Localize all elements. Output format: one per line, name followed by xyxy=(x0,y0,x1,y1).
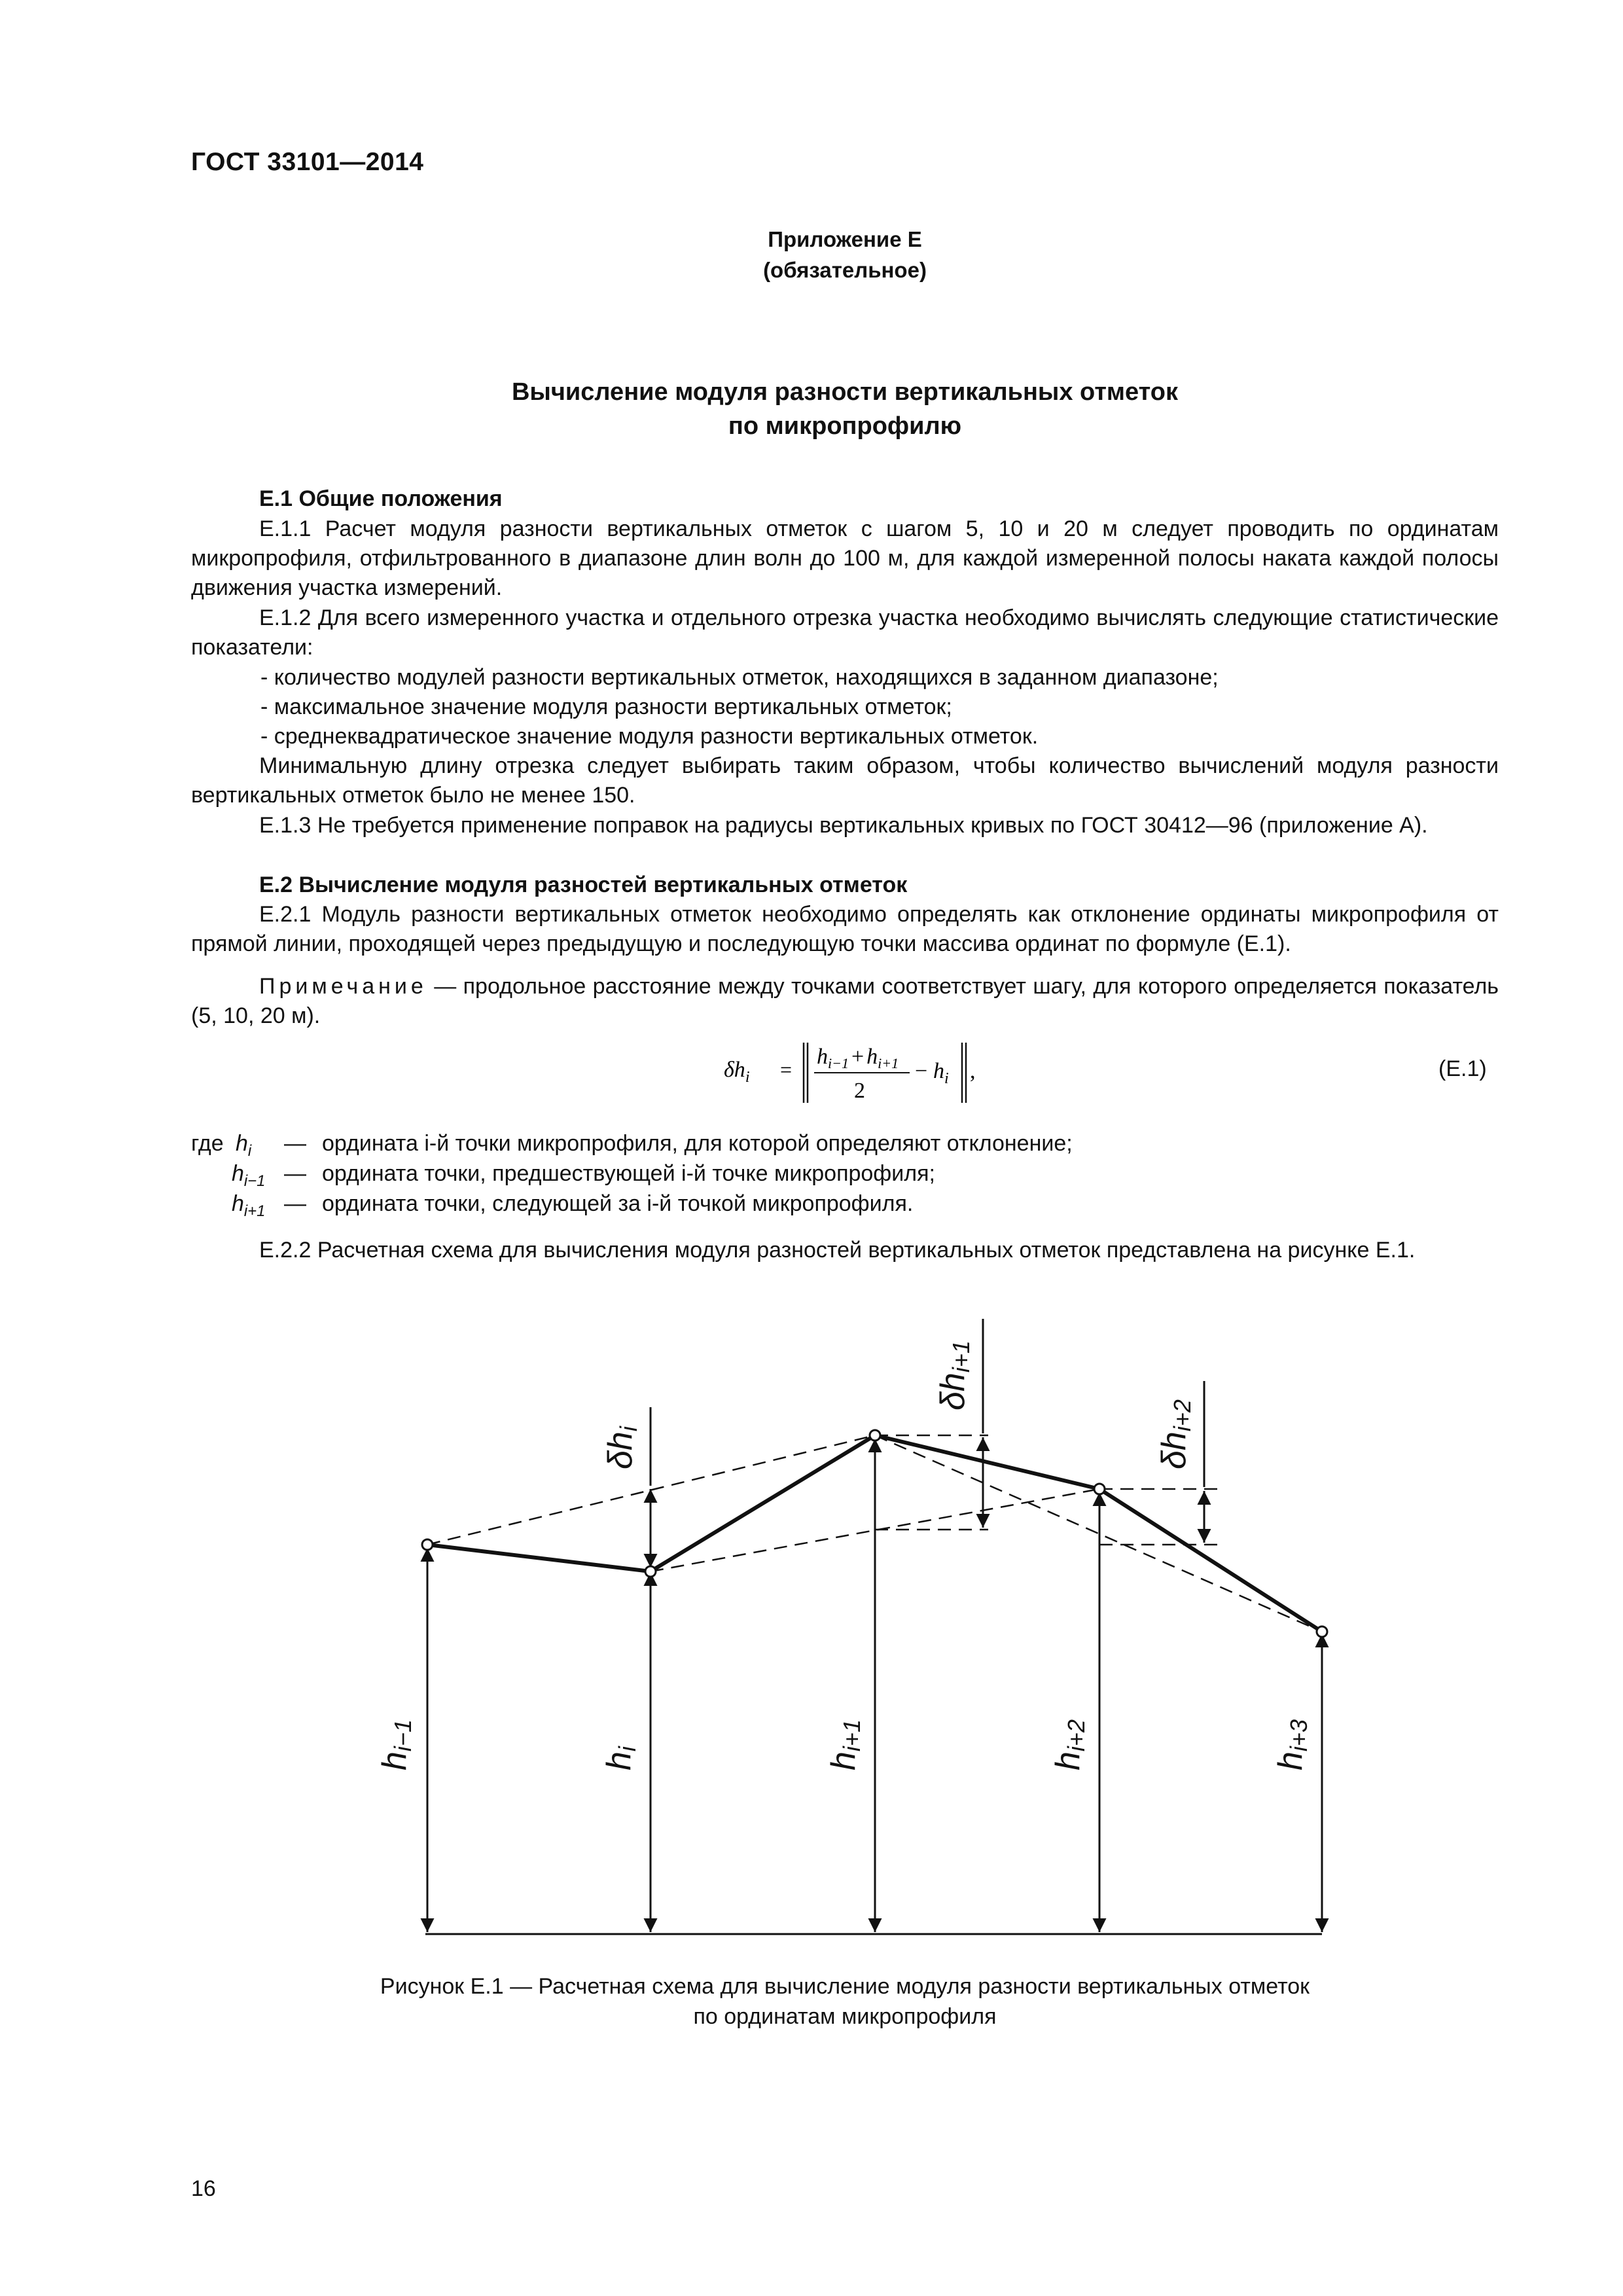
label-h-prev: hi−1 xyxy=(376,1719,416,1770)
label-h-next2: hi+2 xyxy=(1049,1719,1090,1770)
note-text: — продольное расстояние между точками соответствует шагу, для которого определяется показатель (5, 10, 20 м). xyxy=(191,974,1499,1028)
paragraph-e1-1: Е.1.1 Расчет модуля разности вертикальных отметок с шагом 5, 10 и 20 м следует проводить по ординатам микропрофиля, отфильтрованного в диапазоне длин волн до 100 м, для каждой измеренной полосы наката каждой полосы движения участка измерений. xyxy=(191,516,1499,600)
formula-numerator: $h_{i-1} + h_{i+1}$ xyxy=(817,1045,899,1071)
note-label: Примечание xyxy=(259,974,427,999)
appendix-status: (обязательное) xyxy=(763,258,927,282)
figure-caption-line2: по ординатам микропрофиля xyxy=(693,2004,997,2029)
definition-row: $h_{i-1}$ — ордината точки, предшествующей i-й точке микропрофиля; xyxy=(232,1161,935,1190)
paragraph-e1-3: Е.1.3 Не требуется применение поправок на радиусы вертикальных кривых по ГОСТ 30412—96 (приложение А). xyxy=(259,813,1428,838)
label-h-i: hi xyxy=(600,1746,641,1770)
formula-denominator: 2 xyxy=(854,1079,865,1103)
label-dh-i: δhi xyxy=(601,1426,642,1469)
definition-row: где $h_i$ — ордината i-й точки микропрофиля, для которой определяют отклонение; xyxy=(191,1131,1073,1160)
definition-row: $h_{i+1}$ — ордината точки, следующей за i-й точкой микропрофиля. xyxy=(232,1191,914,1220)
formula-lhs: $\delta h_i$ xyxy=(724,1058,750,1086)
equation-number: (Е.1) xyxy=(1438,1056,1487,1081)
figure-e1 xyxy=(353,1302,1374,1960)
deviation-labels xyxy=(601,1340,1196,1469)
profile-point xyxy=(422,1539,433,1550)
paragraph-e1-2: Е.1.2 Для всего измеренного участка и отдельного отрезка участка необходимо вычислять следующие статистические показатели: xyxy=(191,605,1499,660)
formula-e1 xyxy=(720,1037,1060,1109)
svg-text:,: , xyxy=(970,1059,976,1083)
main-title-line1: Вычисление модуля разности вертикальных отметок xyxy=(511,378,1179,406)
micro-profile-diagram xyxy=(353,1302,1374,1957)
page-number: 16 xyxy=(191,2176,216,2201)
document-code: ГОСТ 33101—2014 xyxy=(191,148,424,176)
section2-heading: Е.2 Вычисление модуля разностей вертикальных отметок xyxy=(259,872,908,897)
svg-text:−: − xyxy=(915,1059,928,1083)
section1-heading: Е.1 Общие положения xyxy=(259,486,503,511)
profile-point xyxy=(870,1430,880,1441)
list-item: - максимальное значение модуля разности вертикальных отметок; xyxy=(260,694,952,719)
ordinate-labels xyxy=(376,1719,1312,1770)
paragraph-e2-1: Е.2.1 Модуль разности вертикальных отметок необходимо определять как отклонение ординаты микропрофиля от прямой линии, проходящей через предыдущую и последующую точки массива ординат по формуле (Е.1). xyxy=(191,902,1499,956)
label-dh-next: δhi+1 xyxy=(934,1340,974,1410)
profile-point xyxy=(645,1566,656,1577)
svg-text:=: = xyxy=(780,1058,793,1081)
profile-point xyxy=(1317,1626,1327,1637)
where-label: где xyxy=(191,1131,224,1156)
note xyxy=(191,972,1499,1031)
list-item: - среднеквадратическое значение модуля разности вертикальных отметок. xyxy=(260,724,1039,749)
main-title-line2: по микропрофилю xyxy=(728,412,962,440)
profile-point xyxy=(1094,1484,1105,1494)
definitions xyxy=(191,1128,1073,1220)
figure-caption-line1: Рисунок Е.1 — Расчетная схема для вычисление модуля разности вертикальных отметок xyxy=(380,1974,1310,1999)
paragraph-min-length: Минимальную длину отрезка следует выбирать таким образом, чтобы количество вычислений модуля разности вертикальных отметок было не менее 150. xyxy=(191,753,1499,808)
list-item: - количество модулей разности вертикальных отметок, находящихся в заданном диапазоне; xyxy=(260,665,1219,690)
appendix-title: Приложение Е xyxy=(768,227,922,251)
label-dh-next2: δhi+2 xyxy=(1155,1399,1196,1469)
label-h-next: hi+1 xyxy=(825,1719,865,1770)
paragraph-e2-2: Е.2.2 Расчетная схема для вычисления модуля разностей вертикальных отметок представлена на рисунке Е.1. xyxy=(259,1238,1416,1263)
label-h-next3: hi+3 xyxy=(1272,1719,1312,1770)
svg-text:hi: $h_i$ xyxy=(933,1059,949,1087)
